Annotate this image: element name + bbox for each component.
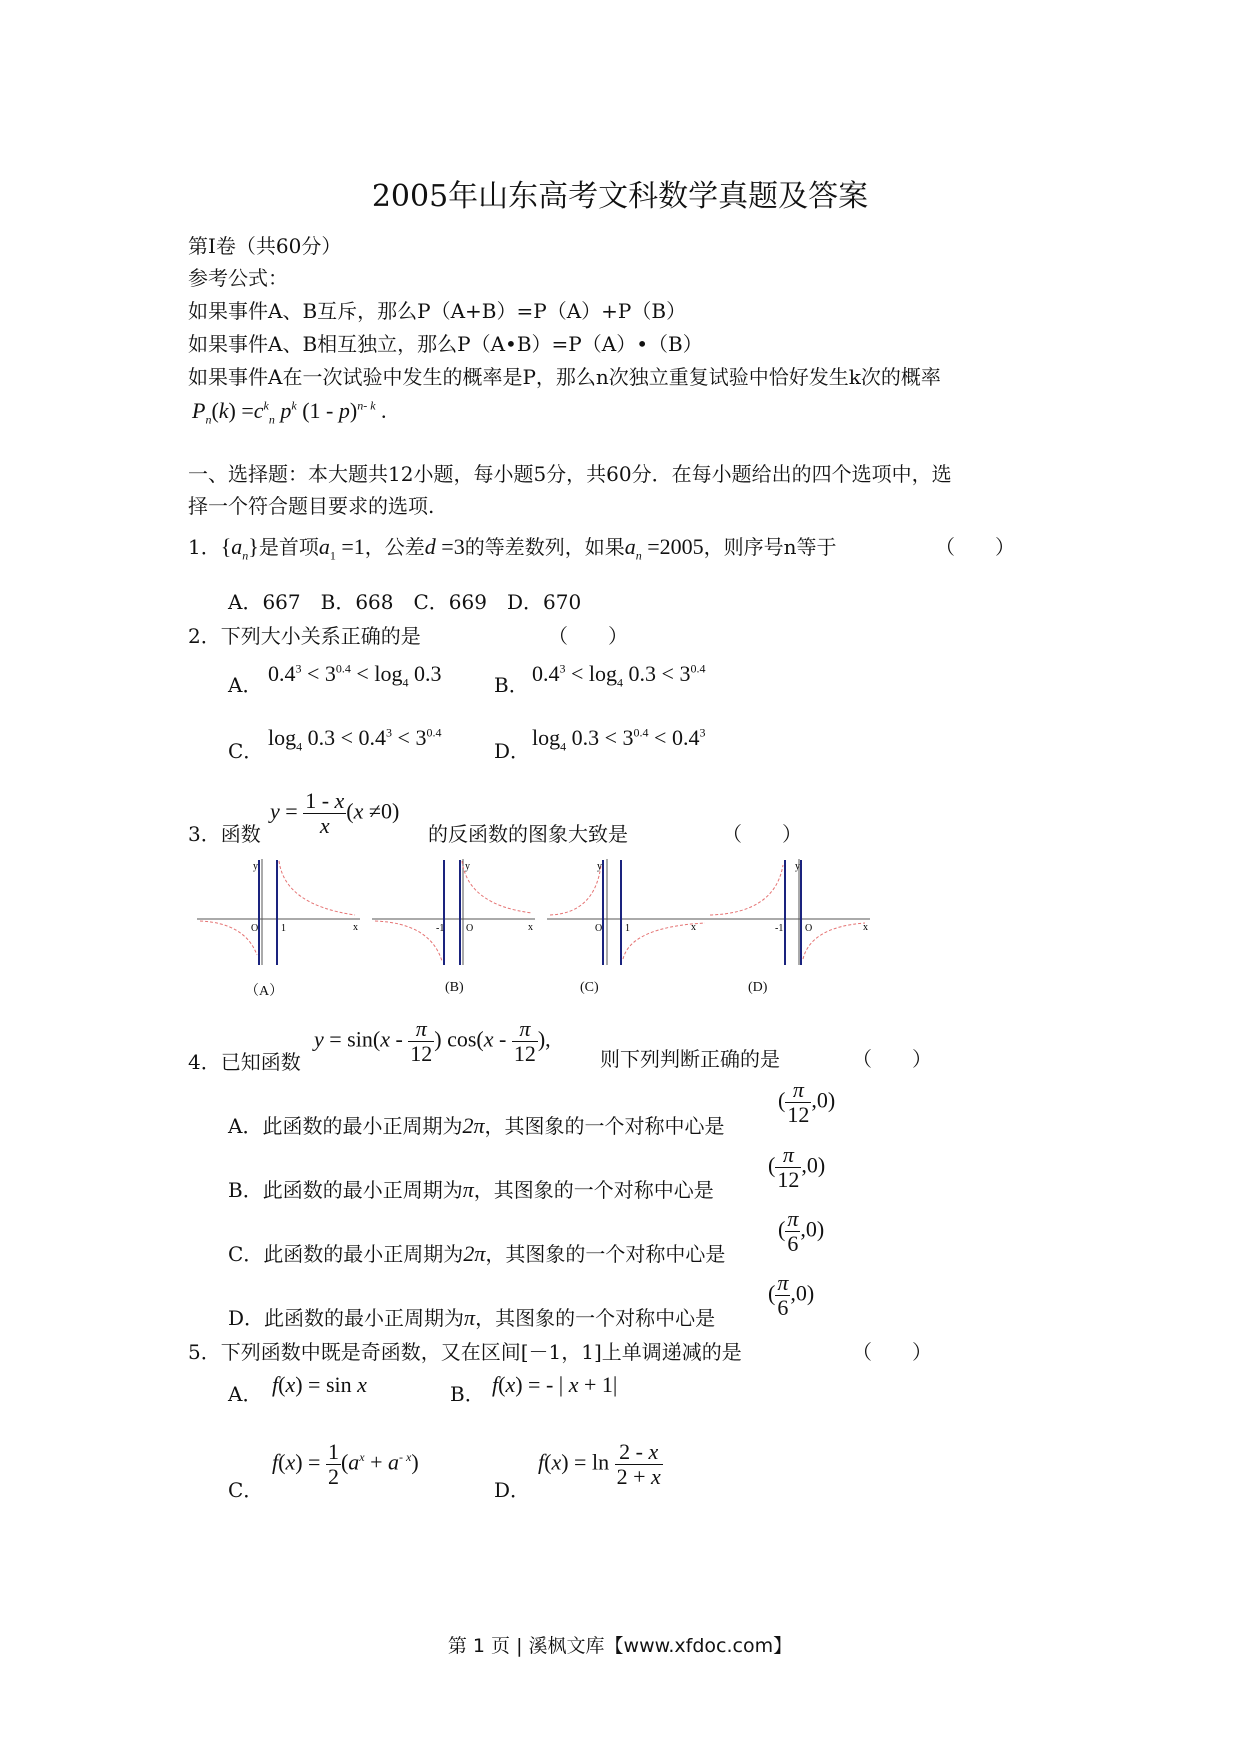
q4-option-a: A．此函数的最小正周期为2π，其图象的一个对称中心是: [228, 1113, 725, 1138]
q4-option-b-center: ( $\frac{\pi}{12}$ ,0): [768, 1142, 826, 1192]
section-1-line-2: 择一个符合题目要求的选项.: [188, 494, 435, 518]
q5-option-d-label: D．: [494, 1478, 531, 1502]
q5-option-c: f(x) = $\frac{1}{2}$ $(a^x + a^{- x})$: [272, 1439, 419, 1489]
q3-graph-b: [370, 855, 540, 970]
q1-number: 1．: [188, 535, 221, 559]
q4-option-c-center: ( $\frac{\pi}{6}$ ,0): [778, 1206, 825, 1256]
q3-graph-c-label: (C): [580, 980, 599, 995]
q4-option-d-center: ( $\frac{\pi}{6}$ ,0): [768, 1270, 815, 1320]
q4-function: y = sin(x - $\frac{\pi}{12}$ ) cos(x - $\frac{\pi}{12}$ ),: [314, 1016, 551, 1066]
q5-option-c-label: C．: [228, 1478, 264, 1502]
formula-line-2: 如果事件A、B相互独立，那么P（A•B）=P（A）•（B）: [188, 332, 703, 356]
svg-text:O: O: [805, 923, 813, 934]
svg-text:y: y: [253, 861, 258, 872]
question-1: 1．$\{a_n\}$是首项$a_1 =1$，公差d =3的等差数列，如果$a_n =2005$，则序号n等于: [188, 534, 837, 563]
q2-option-d: $\log_4 0.3 < 3^{0.4} < 0.4^3$: [532, 725, 706, 754]
svg-text:1: 1: [625, 923, 630, 934]
q2-option-d-label: D．: [494, 739, 531, 763]
svg-text:y: y: [465, 861, 470, 872]
binomial-formula: $P_n(k) =c^k_n$ $p^k$ (1 - p)$^{n- k}$ .: [192, 398, 387, 427]
q1-options: A．667 B．668 C．669 D．670: [228, 590, 582, 614]
svg-text:x: x: [528, 922, 533, 933]
q2-option-b-label: B．: [494, 673, 529, 697]
q3-graph-d: [705, 855, 875, 970]
q2-option-c: $\log_4 0.3 < 0.4^3 < 3^{0.4}$: [268, 725, 442, 754]
q3-answer-paren: （ ）: [722, 822, 802, 846]
q2-option-b: $0.4^3 < \log_4 0.3 < 3^{0.4}$: [532, 661, 706, 690]
page-title: 2005年山东高考文科数学真题及答案: [371, 179, 869, 214]
q3-graph-b-label: (B): [445, 980, 464, 995]
q2-option-a: $0.4^3 < 3^{0.4} < \log_4 0.3$: [268, 661, 442, 690]
q4-option-a-center: ( $\frac{\pi}{12}$ ,0): [778, 1077, 836, 1127]
q3-graph-a: [195, 855, 365, 970]
svg-text:-1: -1: [775, 923, 784, 934]
section-1-line-1: 一、选择题：本大题共12小题，每小题5分，共60分．在每小题给出的四个选项中，选: [188, 462, 952, 486]
formula-line-3: 如果事件A在一次试验中发生的概率是P，那么n次独立重复试验中恰好发生k次的概率: [188, 365, 941, 389]
svg-text:x: x: [353, 922, 358, 933]
q2-option-c-label: C．: [228, 739, 264, 763]
question-5: 5．下列函数中既是奇函数，又在区间[－1，1]上单调递减的是: [188, 1340, 742, 1364]
q4-answer-paren: （ ）: [852, 1047, 932, 1071]
q3-function: y = $\frac{1 - x}{x}$ (x ≠0): [270, 788, 400, 838]
q5-option-a: f(x) = sin x: [272, 1372, 367, 1397]
q5-option-b-label: B．: [450, 1382, 485, 1406]
svg-text:1: 1: [281, 923, 286, 934]
svg-text:-1: -1: [436, 923, 445, 934]
q3-graph-a-label: （A）: [245, 984, 284, 999]
svg-text:y: y: [597, 861, 602, 872]
question-4: 4．已知函数: [188, 1050, 301, 1074]
q3-text: 的反函数的图象大致是: [428, 822, 628, 846]
q1-answer-paren: （ ）: [935, 535, 1015, 559]
q4-option-c: C．此函数的最小正周期为2π，其图象的一个对称中心是: [228, 1241, 726, 1266]
q2-answer-paren: （ ）: [548, 624, 628, 648]
part-header: 第Ⅰ卷（共60分）: [188, 234, 342, 258]
q2-option-a-label: A．: [228, 673, 263, 697]
svg-text:O: O: [595, 923, 603, 934]
q4-option-d: D．此函数的最小正周期为π，其图象的一个对称中心是: [228, 1305, 716, 1330]
q4-option-b: B．此函数的最小正周期为π，其图象的一个对称中心是: [228, 1177, 714, 1202]
question-2: 2．下列大小关系正确的是: [188, 624, 421, 648]
formula-header: 参考公式：: [188, 266, 288, 290]
svg-text:x: x: [863, 922, 868, 933]
q5-option-d: f(x) = ln $\frac{2 - x}{2 + x}$: [538, 1439, 661, 1489]
q3-graph-d-label: (D): [748, 980, 768, 995]
q5-answer-paren: （ ）: [852, 1340, 932, 1364]
q5-option-a-label: A．: [228, 1382, 263, 1406]
svg-text:y: y: [795, 861, 800, 872]
q5-option-b: f(x) = - | x + 1|: [492, 1372, 618, 1397]
formula-line-1: 如果事件A、B互斥，那么P（A+B）=P（A）+P（B）: [188, 299, 687, 323]
question-3: 3．函数: [188, 822, 261, 846]
page-footer: 第 1 页 | 溪枫文库【www.xfdoc.com】: [447, 1635, 793, 1657]
q3-graph-c: [545, 855, 715, 970]
svg-text:x: x: [691, 922, 696, 933]
svg-text:O: O: [251, 923, 259, 934]
svg-text:O: O: [466, 923, 474, 934]
q4-text: 则下列判断正确的是: [600, 1047, 780, 1071]
